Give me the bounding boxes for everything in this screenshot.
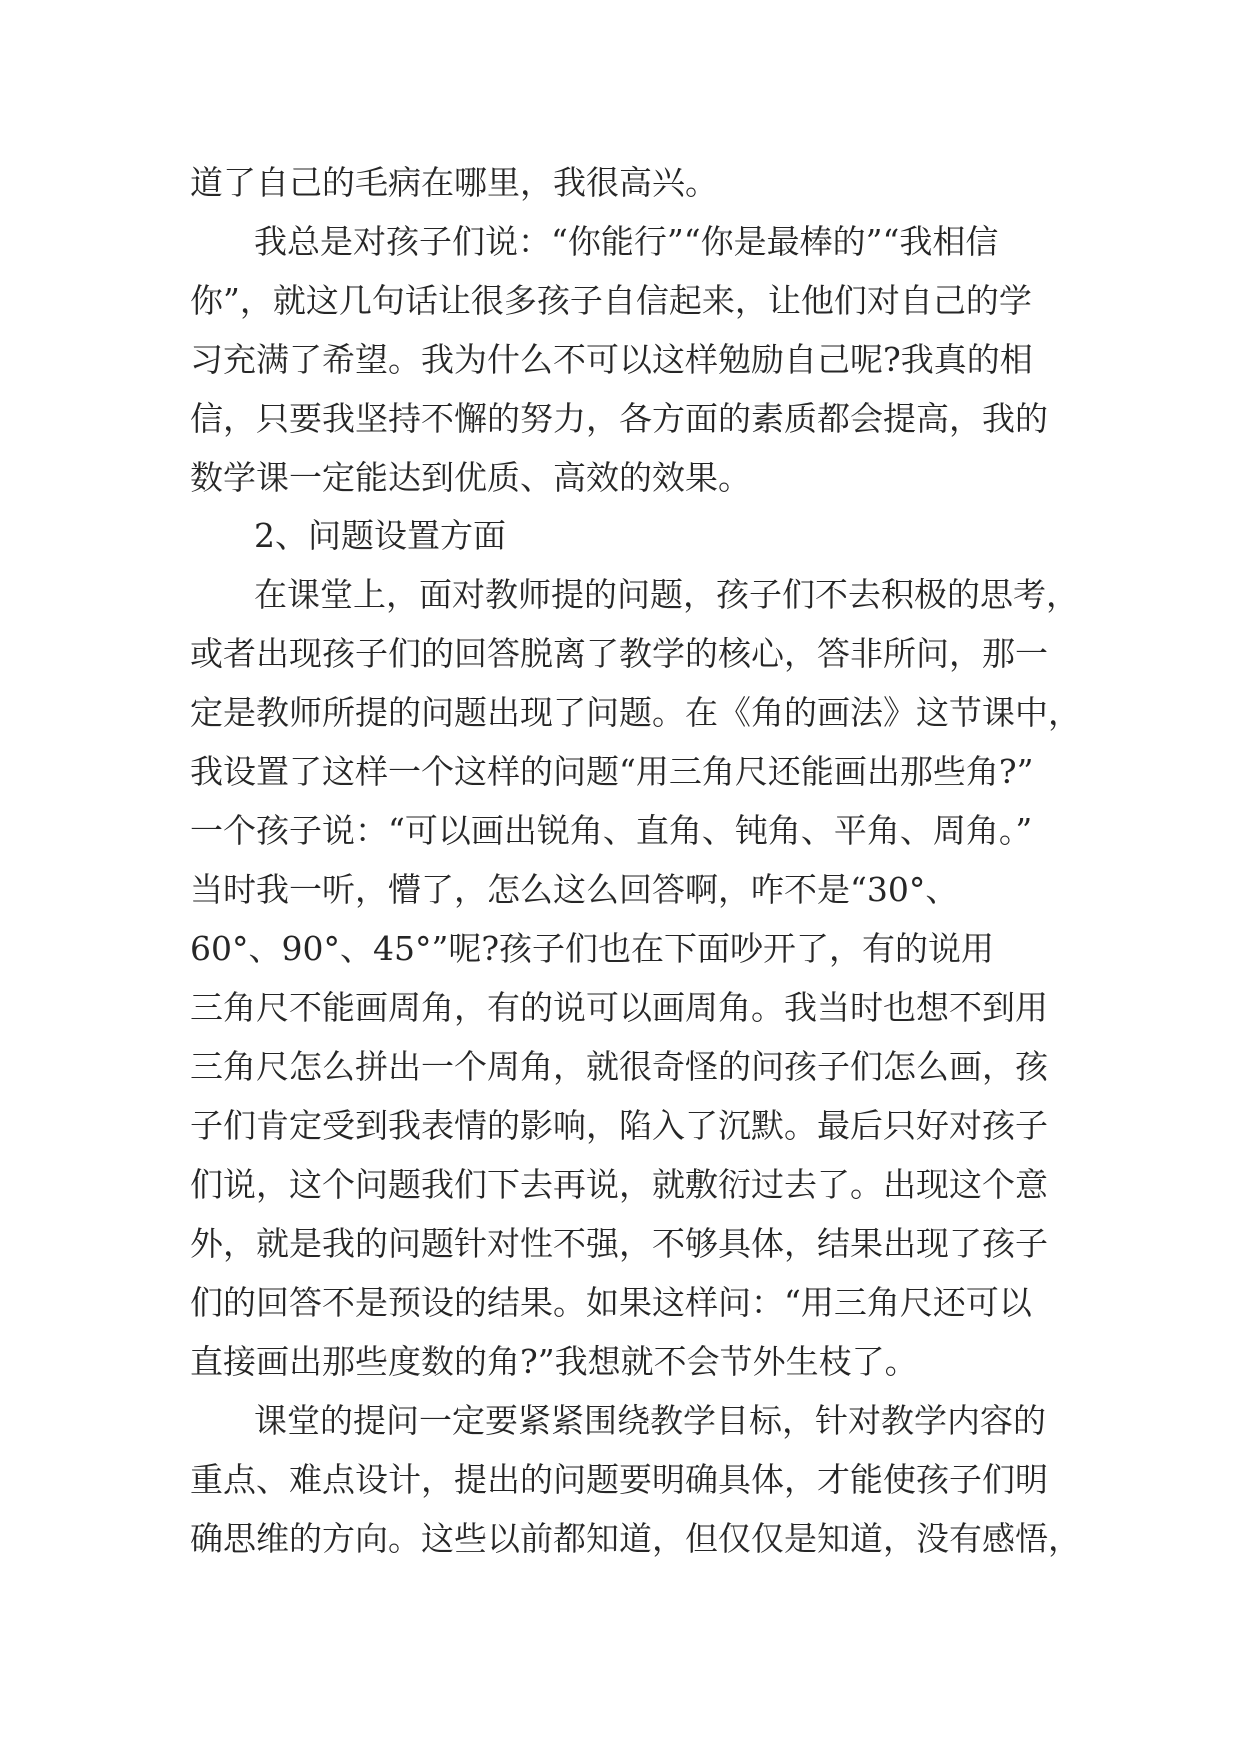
text-line: 我总是对孩子们说：“你能行”“你是最棒的”“我相信 (254, 222, 999, 261)
text-line: 或者出现孩子们的回答脱离了教学的核心，答非所问，那一 (190, 634, 1048, 673)
text-line: 我设置了这样一个这样的问题“用三角尺还能画出那些角?” (190, 752, 1034, 791)
text-line: 一个孩子说：“可以画出锐角、直角、钝角、平角、周角。” (190, 811, 1033, 850)
text-line: 你”，就这几句话让很多孩子自信起来，让他们对自己的学 (190, 281, 1032, 320)
text-line: 信，只要我坚持不懈的努力，各方面的素质都会提高，我的 (190, 399, 1048, 438)
text-line: 子们肯定受到我表情的影响，陷入了沉默。最后只好对孩子 (190, 1106, 1048, 1145)
text-line: 们的回答不是预设的结果。如果这样问：“用三角尺还可以 (190, 1283, 1032, 1322)
text-line: 道了自己的毛病在哪里，我很高兴。 (190, 163, 718, 202)
text-line: 60°、90°、45°”呢?孩子们也在下面吵开了，有的说用 (190, 929, 995, 968)
text-line: 三角尺怎么拼出一个周角，就很奇怪的问孩子们怎么画，孩 (190, 1047, 1048, 1086)
text-line: 直接画出那些度数的角?”我想就不会节外生枝了。 (190, 1342, 918, 1381)
text-line: 三角尺不能画周角，有的说可以画周角。我当时也想不到用 (190, 988, 1048, 1027)
text-line: 习充满了希望。我为什么不可以这样勉励自己呢?我真的相 (190, 340, 1033, 379)
text-line: 课堂的提问一定要紧紧围绕教学目标，针对教学内容的 (254, 1401, 1046, 1440)
text-line: 们说，这个问题我们下去再说，就敷衍过去了。出现这个意 (190, 1165, 1048, 1204)
text-line: 定是教师所提的问题出现了问题。在《角的画法》这节课中， (190, 693, 1081, 732)
text-line: 数学课一定能达到优质、高效的效果。 (190, 458, 751, 497)
section-heading: 2、问题设置方面 (254, 516, 506, 555)
text-line: 当时我一听，懵了，怎么这么回答啊，咋不是“30°、 (190, 870, 959, 909)
text-line: 重点、难点设计，提出的问题要明确具体，才能使孩子们明 (190, 1460, 1048, 1499)
text-line: 外，就是我的问题针对性不强，不够具体，结果出现了孩子 (190, 1224, 1048, 1263)
text-line: 确思维的方向。这些以前都知道，但仅仅是知道，没有感悟， (190, 1519, 1081, 1558)
text-line: 在课堂上，面对教师提的问题，孩子们不去积极的思考， (254, 575, 1079, 614)
